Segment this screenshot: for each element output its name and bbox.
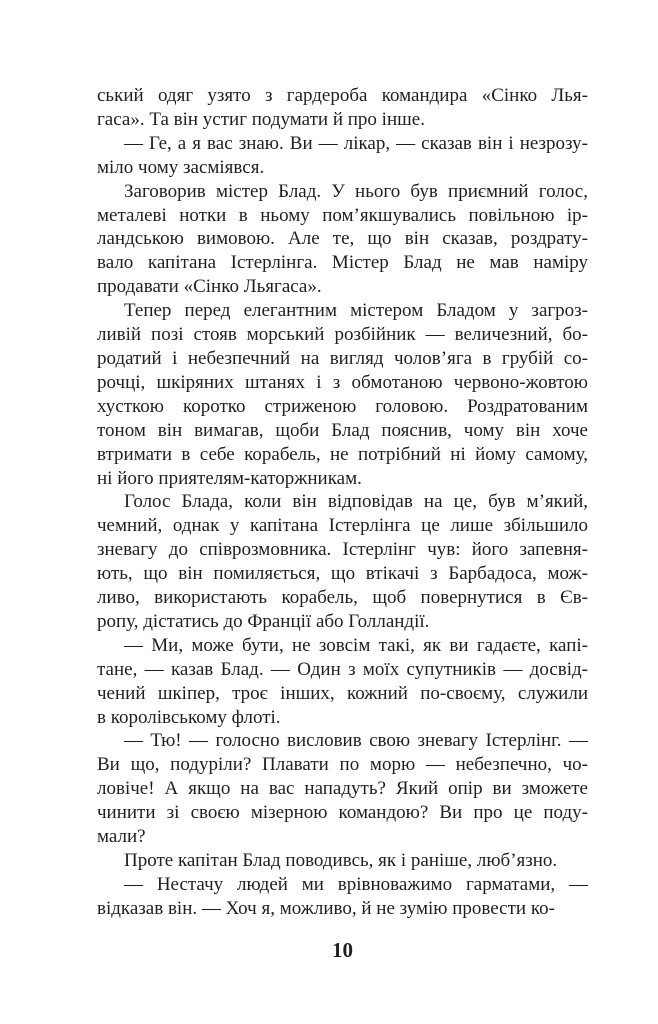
text-line: гаса». Та він устиг подумати й про інше.: [97, 108, 425, 130]
text-line: ливо, використають корабель, щоб повернутися в Єв-: [97, 587, 588, 609]
text-line: Тепер перед елегантним містером Бладом у загроз-: [124, 300, 588, 322]
text-line: ні його приятелям-каторжникам.: [97, 467, 362, 489]
text-line: ський одяг узято з гардероба командира «Сінко Лья-: [97, 85, 588, 106]
text-line: Проте капітан Блад поводивсь, як і раніше, люб’язно.: [124, 850, 558, 871]
text-line: чинити зі своєю мізерною командою? Ви про це поду-: [97, 802, 588, 824]
text-line: чений шкіпер, троє інших, кожний по-своєму, служили: [97, 682, 588, 704]
text-line: ловіче! А якщо на вас нападуть? Який опір ви зможете: [97, 778, 588, 800]
text-line: хусткою коротко стриженою головою. Роздратованим: [97, 395, 588, 417]
text-line: — Нестачу людей ми врівноважимо гарматами, —: [124, 873, 588, 895]
text-line: втримати в себе корабель, не потрібний ні йому самому,: [97, 443, 588, 465]
text-line: — Ге, а я вас знаю. Ви — лікар, — сказав він і незрозу-: [124, 132, 588, 154]
text-line: ливій позі стояв морський розбійник — величезний, бо-: [97, 324, 588, 346]
page-number: 10: [332, 938, 353, 962]
text-line: рочці, шкіряних штанях і з обмотаною червоно-жовтою: [97, 371, 588, 393]
text-line: зневагу до співрозмовника. Істерлінг чув: його запевня-: [97, 539, 588, 561]
text-line: Ви що, подуріли? Плавати по морю — небезпечно, чо-: [97, 754, 588, 776]
text-line: ландською вимовою. Але те, що він сказав, роздрату-: [97, 228, 588, 250]
text-block: [97, 84, 588, 921]
text-line: міло чому засміявся.: [97, 156, 265, 178]
text-line: відказав він. — Хоч я, можливо, й не зумію провести ко-: [97, 897, 555, 919]
text-line: Голос Блада, коли він відповідав на це, був м’який,: [124, 491, 588, 513]
text-line: чемний, однак у капітана Істерлінга це лише збільшило: [97, 515, 588, 537]
text-line: вало капітана Істерлінга. Містер Блад не мав наміру: [97, 252, 588, 274]
text-line: металеві нотки в ньому пом’якшувались повільною ір-: [97, 204, 588, 226]
text-line: Заговорив містер Блад. У нього був приємний голос,: [124, 180, 588, 202]
text-line: ропу, дістатись до Франції або Голландії.: [97, 610, 430, 632]
text-line: — Ми, може бути, не зовсім такі, як ви гадаєте, капі-: [124, 634, 588, 656]
text-line: мали?: [97, 826, 146, 848]
text-line: родатий і небезпечний на вигляд чолов’яга в грубій со-: [97, 347, 588, 369]
text-line: продавати «Сінко Льягаса».: [97, 276, 322, 298]
text-line: ють, що він помиляється, що втікачі з Барбадоса, мож-: [97, 563, 588, 585]
text-line: в королівському флоті.: [97, 706, 281, 728]
text-line: тане, — казав Блад. — Один з моїх супутників — досвід-: [97, 658, 588, 680]
text-line: тоном він вимагав, щоби Блад пояснив, чому він хоче: [97, 419, 588, 441]
text-line: — Тю! — голосно висловив свою зневагу Істерлінг. —: [124, 730, 588, 752]
